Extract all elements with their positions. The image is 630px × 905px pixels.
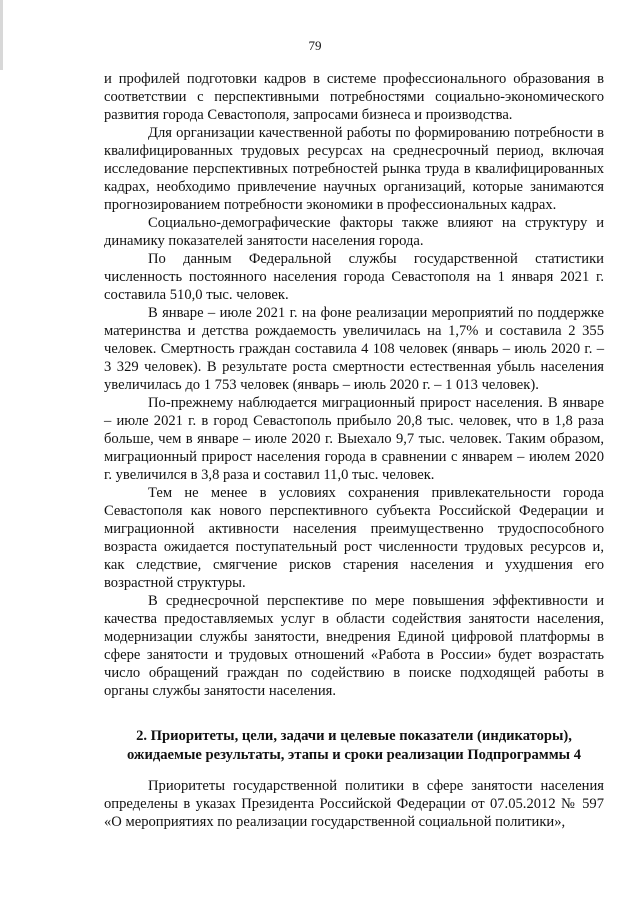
paragraph: В январе – июле 2021 г. на фоне реализации мероприятий по поддержке материнства и детства рождаемость увеличилась на 1,7% и составила 2 355 человек. Смертность граждан составила 4 108 человек (январь – июль 2020 г. – 3 329 человек). В результате роста смертности естественная убыль населения увеличилась до 1 753 человек (январь – июль 2020 г. – 1 013 человек). xyxy=(104,305,604,393)
closing-text xyxy=(104,777,604,831)
paragraph: и профилей подготовки кадров в системе профессионального образования в соответствии с перспективными потребностями социально-экономического развития города Севастополя, запросами бизнеса и производства. xyxy=(104,71,604,123)
paragraph: Социально-демографические факторы также влияют на структуру и динамику показателей занятости населения города. xyxy=(104,215,604,249)
paragraph: По данным Федеральной службы государственной статистики численность постоянного населения города Севастополя на 1 января 2021 г. составила 510,0 тыс. человек. xyxy=(104,251,604,303)
section-heading-line: ожидаемые результаты, этапы и сроки реализации Подпрограммы 4 xyxy=(126,747,582,763)
body-text xyxy=(104,70,604,700)
page-number: 79 xyxy=(308,38,322,53)
section-heading-line: 2. Приоритеты, цели, задачи и целевые показатели (индикаторы), xyxy=(136,728,572,744)
paragraph: Тем не менее в условиях сохранения привлекательности города Севастополя как нового перспективного субъекта Российской Федерации и миграционной активности населения преимущественно трудоспособного возраста ожидается поступательный рост численности трудовых ресурсов и, как следствие, смягчение рисков старения населения и ухудшения его возрастной структуры. xyxy=(104,485,604,591)
scan-edge-mark xyxy=(0,0,3,70)
paragraph: В среднесрочной перспективе по мере повышения эффективности и качества предоставляемых услуг в области содействия занятости населения, модернизации службы занятости, внедрения Единой цифровой платформы в сфере занятости и трудовых отношений «Работа в России» будет возрастать число обращений граждан по содействию в поиске подходящей работы в органы службы занятости населения. xyxy=(104,593,604,699)
paragraph: Приоритеты государственной политики в сфере занятости населения определены в указах Президента Российской Федерации от 07.05.2012 № 597 «О мероприятиях по реализации государственной социальной политики», xyxy=(104,778,604,830)
paragraph: Для организации качественной работы по формированию потребности в квалифицированных трудовых ресурсах на среднесрочный период, включая исследование перспективных потребностей рынка труда в квалифицированных кадрах, необходимо привлечение научных организаций, которые занимаются прогнозированием потребности экономики в профессиональных кадрах. xyxy=(104,125,604,213)
section-heading xyxy=(104,727,604,765)
paragraph: По-прежнему наблюдается миграционный прирост населения. В январе – июле 2021 г. в город Севастополь прибыло 20,8 тыс. человек, что в 1,8 раза больше, чем в январе – июле 2020 г. Выехало 9,7 тыс. человек. Таким образом, миграционный прирост населения города в сравнении с январем – июлем 2020 г. увеличился в 3,8 раза и составил 11,0 тыс. человек. xyxy=(104,395,604,483)
